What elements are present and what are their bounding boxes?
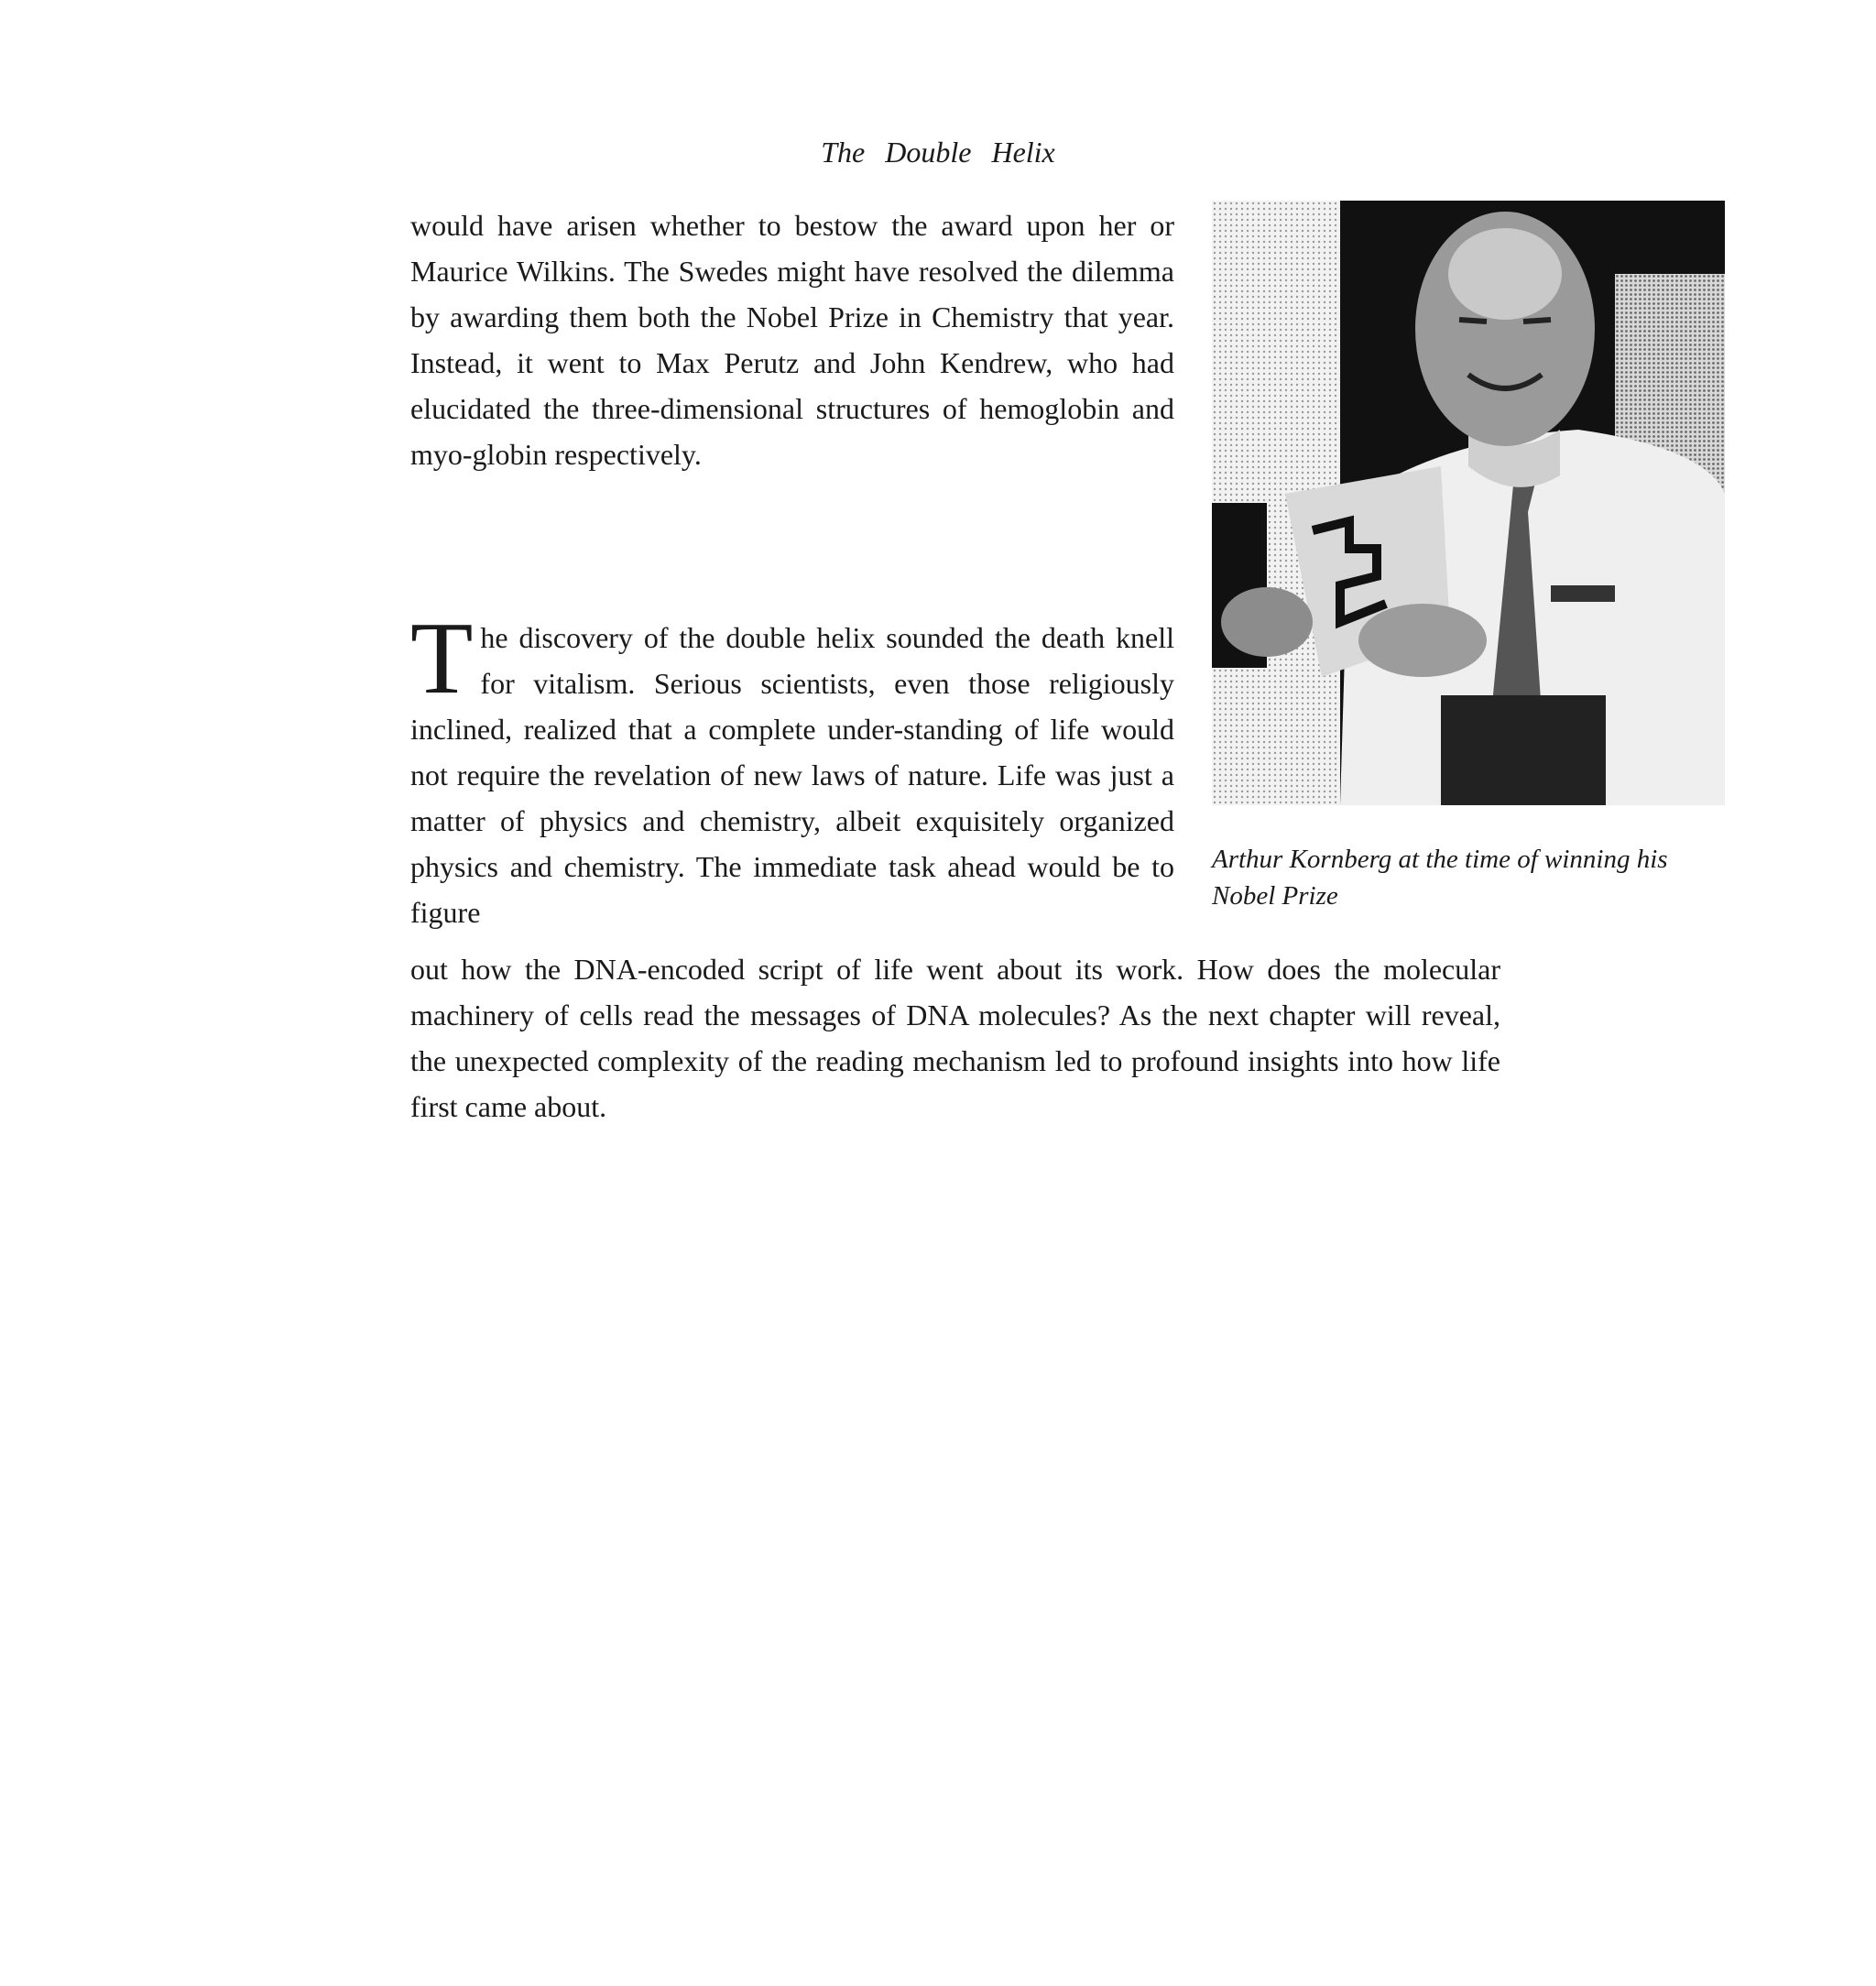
running-head: The Double Helix [821,136,1055,169]
paragraph-2-text: he discovery of the double helix sounded the death knell for vitalism. Serious scientists, even those religiously inclined, realized that a complete under-standing of life would not require the revelation of new laws of nature. Life was just a matter of physics and chemistry, albeit exquisitely organized physics and chemistry. The immediate task ahead would be to figure [410,621,1174,929]
photo-pocket [1551,585,1615,602]
kornberg-photo [1212,201,1725,805]
photo-hand-right [1358,604,1487,677]
paragraph-2 [410,602,1174,935]
paragraph-1-text: would have arisen whether to bestow the award upon her or Maurice Wilkins. The Swedes might have resolved the dilemma by awarding them both the Nobel Prize in Chemistry that year. Instead, it went to Max Perutz and John Kendrew, who had elucidated the three-dimensional structures of hemoglobin and myo-globin respectively. [410,209,1174,471]
photo-head-highlight [1448,228,1562,320]
paragraph-3: out how the DNA-encoded script of life went about its work. How does the molecular machinery of cells read the messages of DNA molecules? As the next chapter will reveal, the unexpected complexity of the reading mechanism led to profound insights into how life first came about. [410,953,1500,1123]
photo-hand-left [1221,587,1313,657]
photo-left-light [1212,201,1340,503]
drop-cap: T [410,602,474,715]
paragraph-1 [410,202,1174,477]
photo-caption: Arthur Kornberg at the time of winning his Nobel Prize [1212,845,1668,911]
photo-arm-dark [1441,695,1606,805]
